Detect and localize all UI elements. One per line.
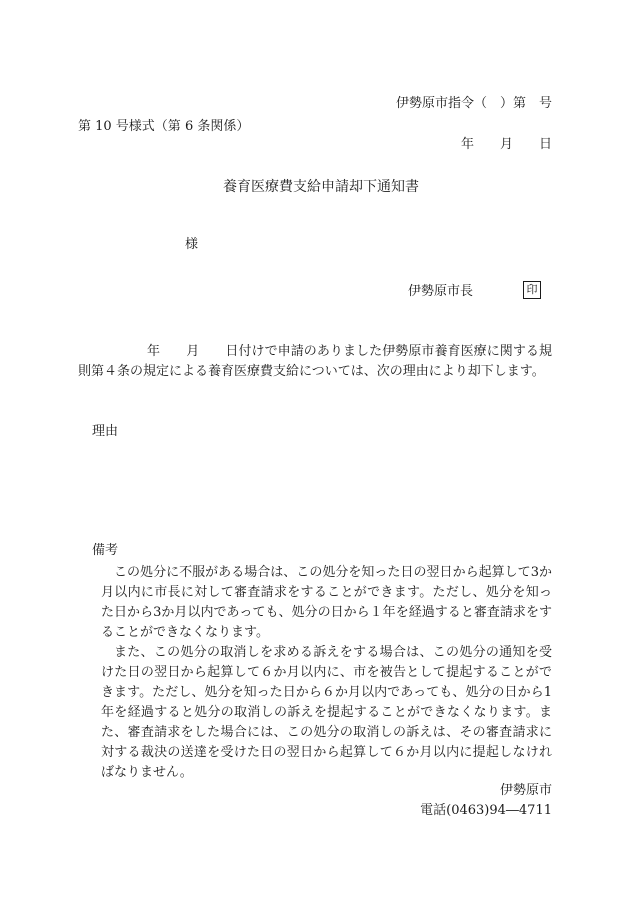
remarks-label: 備考 [92,543,119,558]
issue-date: 年 月 日 [460,137,552,152]
seal-stamp: 印 [523,281,541,299]
remarks-paragraph: この処分に不服がある場合は、この処分を知った日の翌日から起算して3か月以内に市長に対して審査請求をすることができます。ただし、処分を知った日から3か月以内であっても、処分の日から１年を経過すると審査請求をすることができなくなります。 [101,565,552,640]
reference-number: 伊勢原市指令（ ）第 号 [395,96,552,111]
document-title: 養育医療費支給申請却下通知書 [223,179,419,195]
form-number: 第 10 号様式（第 6 条関係） [78,119,250,134]
footer-city: 伊勢原市 [499,783,552,798]
footer-phone: 電話(0463)94―4711 [420,803,552,818]
main-text: 年 月 日付けで申請のありました伊勢原市養育医療に関する規則第４条の規定による養育医療費支給については、次の理由により却下します。 [78,344,552,379]
addressee-suffix: 様 [185,237,199,252]
remarks-paragraph: また、この処分の取消しを求める訴えをする場合は、この処分の通知を受けた日の翌日から起算して６か月以内に、市を被告として提起することができます。ただし、処分を知った日から６か月以内であっても、処分の日から1年を経過すると処分の取消しの訴えを提起することができなくなります。また、審査請求をした場合には、この処分の取消しの訴えは、その審査請求に対する裁決の送達を受けた日の翌日から起算して６か月以内に提起しなければなりません。 [101,645,552,780]
sender-name: 伊勢原市長 [408,284,474,299]
remarks-text [101,563,552,783]
reason-label: 理由 [92,424,119,439]
